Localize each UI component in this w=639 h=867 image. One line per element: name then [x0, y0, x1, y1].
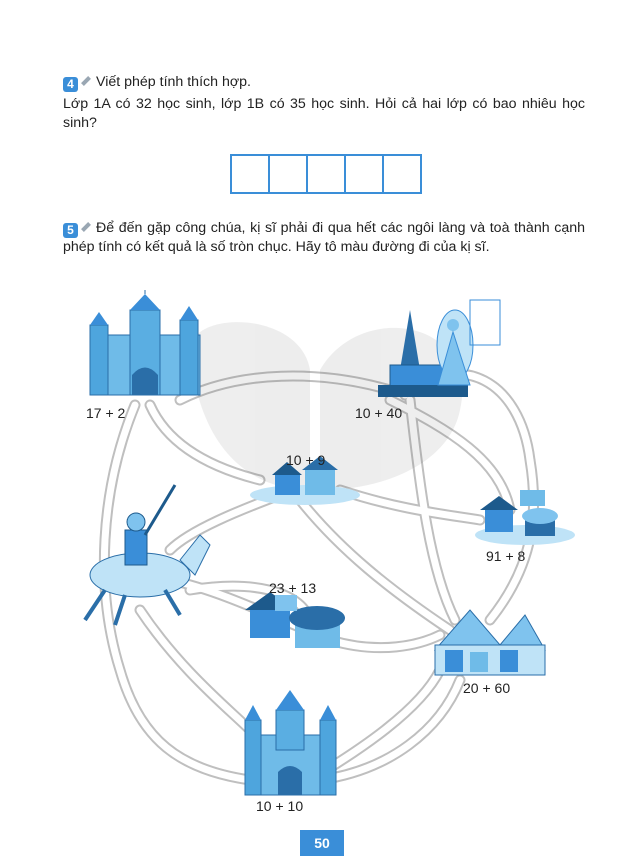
village-icon: [475, 490, 575, 545]
page-number: 50: [300, 830, 344, 856]
pencil-icon: [81, 222, 91, 232]
expression-label: 10 + 9: [286, 452, 326, 468]
exercise-5-instruction: Để đến gặp công chúa, kị sĩ phải đi qua hết các ngôi làng và toà thành cạnh phép tính có kết quả là số tròn chục. Hãy tô màu đường đi của kị sĩ.: [63, 220, 585, 255]
exercise-4-problem: Lớp 1A có 32 học sinh, lớp 1B có 35 học sinh. Hỏi cả hai lớp có bao nhiêu học sinh?: [63, 96, 585, 131]
answer-boxes: [230, 154, 422, 194]
pencil-icon: [81, 76, 91, 86]
answer-box[interactable]: [346, 156, 384, 192]
castle-icon: [245, 690, 336, 795]
answer-box[interactable]: [308, 156, 346, 192]
answer-box[interactable]: [232, 156, 270, 192]
expression-label: 20 + 60: [463, 680, 511, 696]
castle-icon: [90, 290, 200, 395]
expression-label: 10 + 10: [256, 798, 304, 814]
exercise-number-badge: 4: [63, 77, 78, 92]
expression-label: 17 + 2: [86, 405, 126, 421]
answer-box[interactable]: [270, 156, 308, 192]
village-icon: [245, 592, 345, 648]
expression-label: 10 + 40: [355, 405, 403, 421]
knight-path-map: [60, 290, 580, 820]
exercise-5-text: [63, 219, 585, 257]
answer-box[interactable]: [384, 156, 420, 192]
exercise-number-badge: 5: [63, 223, 78, 238]
exercise-4-title: [63, 73, 251, 92]
expression-label: 91 + 8: [486, 548, 526, 564]
expression-label: 23 + 13: [269, 580, 317, 596]
exercise-4-instruction: Viết phép tính thích hợp.: [96, 74, 251, 90]
